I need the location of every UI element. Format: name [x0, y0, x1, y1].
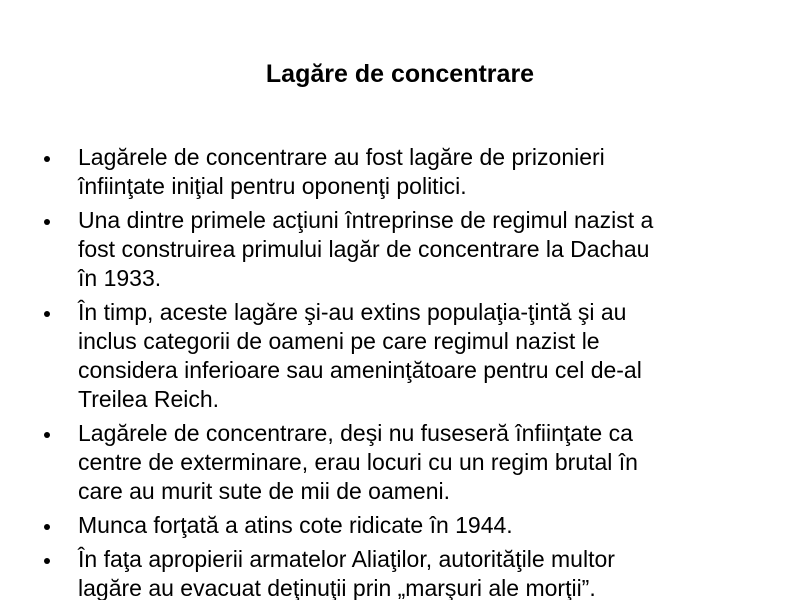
- bullet-item: [40, 511, 760, 540]
- bullet-item: [40, 143, 760, 201]
- bullet-line: Munca forţată a atins cote ridicate în 1944.: [78, 512, 513, 538]
- bullet-line: înfiinţate iniţial pentru oponenţi politici.: [78, 173, 467, 199]
- bullet-icon: [44, 311, 50, 317]
- bullet-line: lagăre au evacuat deţinuţii prin „marşuri ale morţii”.: [78, 575, 596, 600]
- bullet-line: în 1933.: [78, 265, 162, 291]
- bullet-item: [40, 298, 760, 414]
- bullet-line: În timp, aceste lagăre şi-au extins populaţia-ţintă şi au: [78, 299, 627, 325]
- bullet-line: inclus categorii de oameni pe care regimul nazist le: [78, 328, 600, 354]
- bullet-line: Lagărele de concentrare, deşi nu fuseseră înfiinţate ca: [78, 420, 633, 446]
- bullet-line: Treilea Reich.: [78, 386, 220, 412]
- bullet-icon: [44, 156, 50, 162]
- bullet-line: În faţa apropierii armatelor Aliaţilor, autorităţile multor: [78, 546, 615, 572]
- bullet-line: Una dintre primele acţiuni întreprinse de regimul nazist a: [78, 207, 654, 233]
- bullet-line: centre de exterminare, erau locuri cu un regim brutal în: [78, 449, 638, 475]
- bullet-icon: [44, 219, 50, 225]
- bullet-line: Lagărele de concentrare au fost lagăre de prizonieri: [78, 144, 605, 170]
- bullet-line: care au murit sute de mii de oameni.: [78, 478, 451, 504]
- bullet-icon: [44, 524, 50, 530]
- bullet-icon: [44, 558, 50, 564]
- slide-title: Lagăre de concentrare: [265, 60, 535, 88]
- bullet-item: [40, 419, 760, 506]
- bullet-item: [40, 545, 760, 600]
- bullet-list: [40, 143, 760, 600]
- bullet-line: considera inferioare sau ameninţătoare pentru cel de-al: [78, 357, 642, 383]
- bullet-icon: [44, 432, 50, 438]
- bullet-item: [40, 206, 760, 293]
- bullet-line: fost construirea primului lagăr de concentrare la Dachau: [78, 236, 650, 262]
